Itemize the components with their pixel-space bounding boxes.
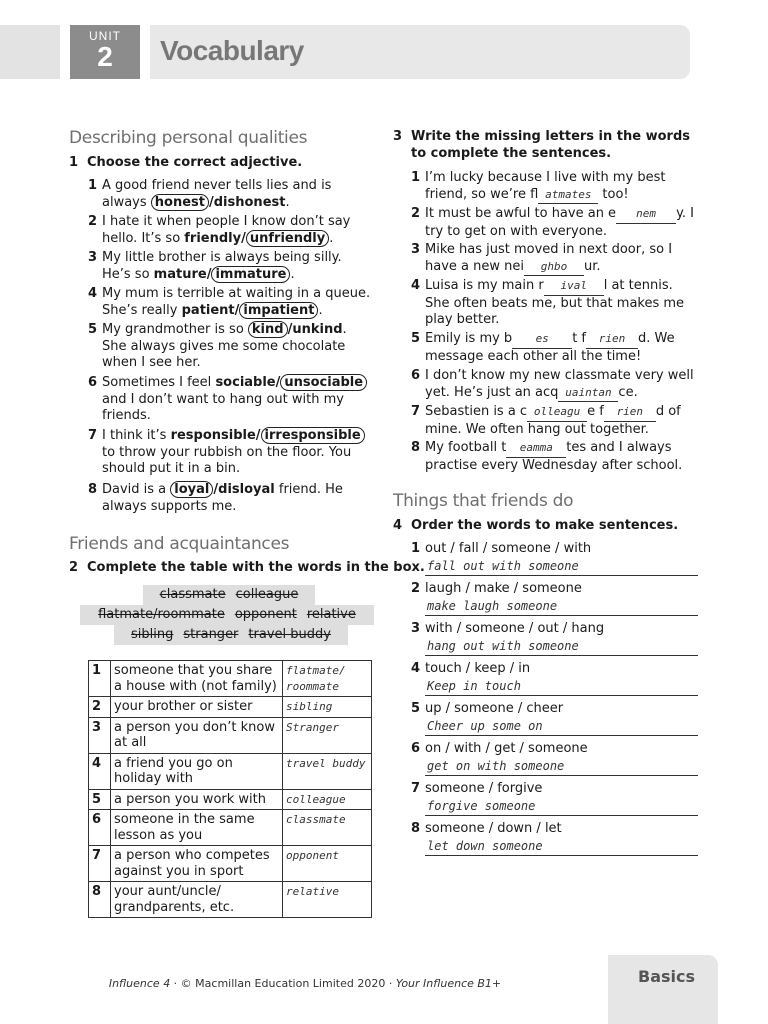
fill-answer-2: rien <box>586 331 638 349</box>
row-number: 3 <box>89 717 111 753</box>
exercise-item <box>411 242 701 276</box>
word-box-row-1 <box>143 585 315 605</box>
answer-line <box>425 815 698 816</box>
exercise-item <box>88 214 373 247</box>
row-answer: Stranger <box>283 717 372 753</box>
row-number: 2 <box>89 697 111 718</box>
vocabulary-table <box>88 660 372 918</box>
exercise-item <box>411 661 701 678</box>
footer-edition: Your Influence B1+ <box>395 977 502 990</box>
exercise-item <box>88 482 373 515</box>
row-description: your aunt/uncle/ grandparents, etc. <box>111 882 283 918</box>
table-row <box>89 661 372 697</box>
answer-line <box>425 575 698 576</box>
fill-answer: ival <box>544 278 604 296</box>
table-row <box>89 882 372 918</box>
sentence-end: and I don’t want to hang out with my friends. <box>102 391 344 423</box>
option-1: patient <box>181 302 235 318</box>
option-2: irresponsible <box>261 427 365 444</box>
exercise-4-instruction <box>393 518 678 533</box>
sentence-end: ur. <box>583 258 601 274</box>
item-text <box>411 242 701 276</box>
exercise-item <box>88 428 373 478</box>
item-text <box>88 178 373 211</box>
instruction-text: Write the missing letters in the words to complete the sentences. <box>411 129 691 161</box>
option-separator: / <box>255 428 261 443</box>
box-word: opponent <box>234 607 297 622</box>
sentence-start: My little brother is always being silly. He’s so <box>102 250 342 282</box>
exercise-number: 4 <box>393 518 403 533</box>
word-prompt: up / someone / cheer <box>425 701 564 716</box>
item-number: 7 <box>411 781 421 796</box>
option-1: responsible <box>170 428 256 443</box>
word-box-row-2 <box>80 605 374 625</box>
sentence-start: Mike has just moved in next door, so I have a new nei <box>425 242 673 274</box>
box-word: stranger <box>183 627 239 642</box>
item-text <box>411 440 701 474</box>
table-row <box>89 717 372 753</box>
sentence-end: y. I try to get on with everyone. <box>425 206 695 239</box>
sentence-start: It must be awful to have an e <box>425 206 617 221</box>
handwritten-answer: Keep in touch <box>427 679 521 693</box>
section-heading-qualities: Describing personal qualities <box>69 128 308 148</box>
exercise-2-instruction <box>69 560 425 575</box>
sentence-end: . <box>285 194 290 210</box>
option-1: friendly <box>184 230 242 246</box>
sentence-end: to throw your rubbish on the floor. You should put it in a bin. <box>102 444 352 476</box>
word-prompt: laugh / make / someone <box>425 581 582 596</box>
word-prompt: touch / keep / in <box>425 661 531 676</box>
exercise-number: 2 <box>69 560 79 575</box>
sentence-end: d of mine. We often hang out together. <box>425 404 681 437</box>
item-number: 2 <box>411 206 421 221</box>
section-heading-friends: Friends and acquaintances <box>69 534 290 554</box>
row-number: 7 <box>89 846 111 882</box>
row-answer: travel buddy <box>283 753 372 789</box>
exercise-item <box>411 741 701 758</box>
option-1: kind <box>248 321 288 338</box>
row-description: someone that you share a house with (not family) <box>111 661 283 697</box>
word-box-row-3 <box>114 625 348 645</box>
answer-line <box>425 775 698 776</box>
item-text <box>411 368 701 402</box>
exercise-item <box>411 581 701 598</box>
sentence-end: . <box>329 230 334 246</box>
item-text <box>88 286 373 319</box>
word-prompt: out / fall / someone / with <box>425 541 592 556</box>
sentence-end: l at tennis. She often beats me, but that makes me play better. <box>425 278 685 327</box>
box-word: classmate <box>159 587 226 602</box>
sentence-start: A good friend never tells lies and is always <box>102 178 332 210</box>
row-answer: flatmate/ roommate <box>283 661 372 697</box>
sentence-middle: t f <box>572 331 586 346</box>
item-number: 5 <box>411 701 421 716</box>
item-number: 7 <box>88 428 98 443</box>
row-number: 4 <box>89 753 111 789</box>
answer-line <box>425 735 698 736</box>
footer-book: Influence 4 <box>108 977 171 990</box>
instruction-text: Complete the table with the words in the box. <box>87 560 425 575</box>
exercise-item <box>411 206 701 240</box>
page-title: Vocabulary <box>160 35 304 66</box>
handwritten-answer: fall out with someone <box>427 559 579 573</box>
sentence-start: Emily is my b <box>425 331 513 346</box>
exercise-item <box>411 368 701 402</box>
row-answer: relative <box>283 882 372 918</box>
item-text <box>411 278 701 329</box>
fill-answer: uaintan <box>558 385 618 403</box>
item-number: 1 <box>411 541 421 556</box>
handwritten-answer: make laugh someone <box>427 599 558 613</box>
exercise-item <box>411 621 701 638</box>
option-2: dishonest <box>213 194 286 210</box>
item-number: 6 <box>88 375 98 390</box>
sentence-start: David is a <box>102 482 171 497</box>
sentence-end: d. We message each other all the time! <box>425 331 675 364</box>
handwritten-answer: forgive someone <box>427 799 536 813</box>
row-answer: sibling <box>283 697 372 718</box>
exercise-item <box>411 821 701 838</box>
sentence-start: My mum is terrible at waiting in a queue. She’s really <box>102 286 371 318</box>
item-number: 5 <box>411 331 421 346</box>
item-number: 6 <box>411 741 421 756</box>
option-separator: / <box>209 194 214 210</box>
item-number: 8 <box>88 482 98 497</box>
box-word: sibling <box>131 627 174 642</box>
unit-number: 2 <box>97 41 113 72</box>
box-word: colleague <box>235 587 299 602</box>
option-separator: / <box>206 266 212 282</box>
item-number: 1 <box>411 170 421 185</box>
title-band <box>150 25 690 79</box>
basics-label: Basics <box>638 967 696 986</box>
fill-answer: nem <box>616 206 676 224</box>
fill-answer: eamma <box>506 440 566 458</box>
word-prompt: on / with / get / someone <box>425 741 588 756</box>
table-row <box>89 697 372 718</box>
sentence-end: too! <box>598 186 629 202</box>
answer-line <box>425 615 698 616</box>
basics-tab <box>608 955 718 1024</box>
item-number: 1 <box>88 178 98 193</box>
exercise-item <box>88 375 373 425</box>
item-number: 3 <box>88 250 98 265</box>
section-heading-things: Things that friends do <box>393 491 574 511</box>
option-separator: / <box>275 375 281 390</box>
header-side-band <box>0 25 60 79</box>
box-word: travel buddy <box>248 627 331 642</box>
item-text <box>88 375 373 425</box>
exercise-3-instruction <box>393 129 693 162</box>
item-number: 2 <box>411 581 421 596</box>
option-separator: / <box>234 302 240 318</box>
sentence-start: I hate it when people I know don’t say hello. It’s so <box>102 214 351 246</box>
exercise-number: 3 <box>393 129 403 144</box>
row-answer: classmate <box>283 810 372 846</box>
option-2: unkind <box>292 322 343 337</box>
item-number: 4 <box>88 286 98 301</box>
row-answer: opponent <box>283 846 372 882</box>
answer-line <box>425 695 698 696</box>
answer-line <box>425 855 698 856</box>
handwritten-answer: Cheer up some on <box>427 719 543 733</box>
sentence-start: Sometimes I feel <box>102 375 216 390</box>
sentence-start: I think it’s <box>102 428 171 443</box>
option-1: honest <box>151 194 209 211</box>
word-prompt: someone / down / let <box>425 821 562 836</box>
item-text <box>88 482 373 515</box>
fill-answer: atmates <box>538 187 598 205</box>
sentence-start: I don’t know my new classmate very well yet. He’s just an acq <box>425 368 694 400</box>
option-2: immature <box>211 266 290 283</box>
instruction-text: Choose the correct adjective. <box>87 155 303 170</box>
exercise-item <box>411 541 701 558</box>
table-row <box>89 810 372 846</box>
fill-answer: es <box>512 331 572 349</box>
handwritten-answer: get on with someone <box>427 759 565 773</box>
row-description: someone in the same lesson as you <box>111 810 283 846</box>
sentence-end: ce. <box>618 384 638 400</box>
row-description: a friend you go on holiday with <box>111 753 283 789</box>
exercise-item <box>411 440 701 474</box>
exercise-item <box>411 404 701 438</box>
item-number: 3 <box>411 621 421 636</box>
exercise-item <box>88 322 373 372</box>
exercise-number: 1 <box>69 155 79 170</box>
option-1: sociable <box>215 375 276 390</box>
sentence-start: I’m lucky because I live with my best friend, so we’re fl <box>425 170 666 202</box>
row-answer: colleague <box>283 789 372 810</box>
item-number: 3 <box>411 242 421 257</box>
row-description: your brother or sister <box>111 697 283 718</box>
item-text <box>88 428 373 478</box>
unit-badge <box>70 25 140 79</box>
item-text <box>411 170 701 204</box>
exercise-item <box>411 278 701 329</box>
option-separator: / <box>213 482 219 497</box>
exercise-item <box>88 178 373 211</box>
option-1: mature <box>153 266 207 282</box>
exercise-item <box>411 701 701 718</box>
word-prompt: with / someone / out / hang <box>425 621 605 636</box>
word-prompt: someone / forgive <box>425 781 543 796</box>
sentence-end: tes and I always practise every Wednesday after school. <box>425 440 683 473</box>
handwritten-answer: hang out with someone <box>427 639 579 653</box>
handwritten-answer: let down someone <box>427 839 543 853</box>
row-number: 8 <box>89 882 111 918</box>
exercise-item <box>411 781 701 798</box>
fill-answer: ghbo <box>524 259 584 277</box>
item-text <box>411 206 701 240</box>
item-text <box>88 322 373 372</box>
table-row <box>89 753 372 789</box>
sentence-start: Luisa is my main r <box>425 278 544 293</box>
option-2: disloyal <box>218 482 275 497</box>
item-number: 4 <box>411 661 421 676</box>
exercise-item <box>88 250 373 283</box>
exercise-1-instruction <box>69 155 302 170</box>
row-description: a person you don’t know at all <box>111 717 283 753</box>
sentence-end: friend. He always supports me. <box>102 482 343 514</box>
exercise-item <box>411 331 701 365</box>
row-description: a person who competes against you in sport <box>111 846 283 882</box>
exercise-item <box>88 286 373 319</box>
answer-line <box>425 655 698 656</box>
instruction-text: Order the words to make sentences. <box>411 518 679 533</box>
fill-answer-2: rien <box>604 404 656 422</box>
item-text <box>88 250 373 283</box>
sentence-end: . <box>318 302 323 318</box>
item-number: 5 <box>88 322 98 337</box>
item-number: 4 <box>411 278 421 293</box>
item-number: 8 <box>411 821 421 836</box>
item-text <box>88 214 373 247</box>
footer-copyright: · © Macmillan Education Limited 2020 · <box>170 977 396 990</box>
table-row <box>89 789 372 810</box>
exercise-item <box>411 170 701 204</box>
footer-credit <box>0 977 610 990</box>
item-text <box>411 331 701 365</box>
box-word: flatmate/roommate <box>98 607 225 622</box>
item-number: 6 <box>411 368 421 383</box>
row-description: a person you work with <box>111 789 283 810</box>
option-1: loyal <box>170 481 213 498</box>
sentence-end: . She always gives me some chocolate when I see her. <box>102 322 347 370</box>
sentence-end: . <box>290 266 295 282</box>
sentence-middle: e f <box>587 404 604 419</box>
item-number: 2 <box>88 214 98 229</box>
option-2: unfriendly <box>246 230 329 247</box>
unit-label: UNIT <box>89 29 121 43</box>
fill-answer: olleagu <box>527 404 587 422</box>
option-separator: / <box>241 230 246 246</box>
row-number: 1 <box>89 661 111 697</box>
option-separator: / <box>287 322 293 337</box>
row-number: 5 <box>89 789 111 810</box>
sentence-start: Sebastien is a c <box>425 404 528 419</box>
option-2: impatient <box>239 302 318 319</box>
option-2: unsociable <box>280 374 367 391</box>
item-number: 8 <box>411 440 421 455</box>
item-number: 7 <box>411 404 421 419</box>
sentence-start: My grandmother is so <box>102 322 248 337</box>
item-text <box>411 404 701 438</box>
row-number: 6 <box>89 810 111 846</box>
box-word: relative <box>306 607 356 622</box>
table-row <box>89 846 372 882</box>
sentence-start: My football t <box>425 440 507 455</box>
